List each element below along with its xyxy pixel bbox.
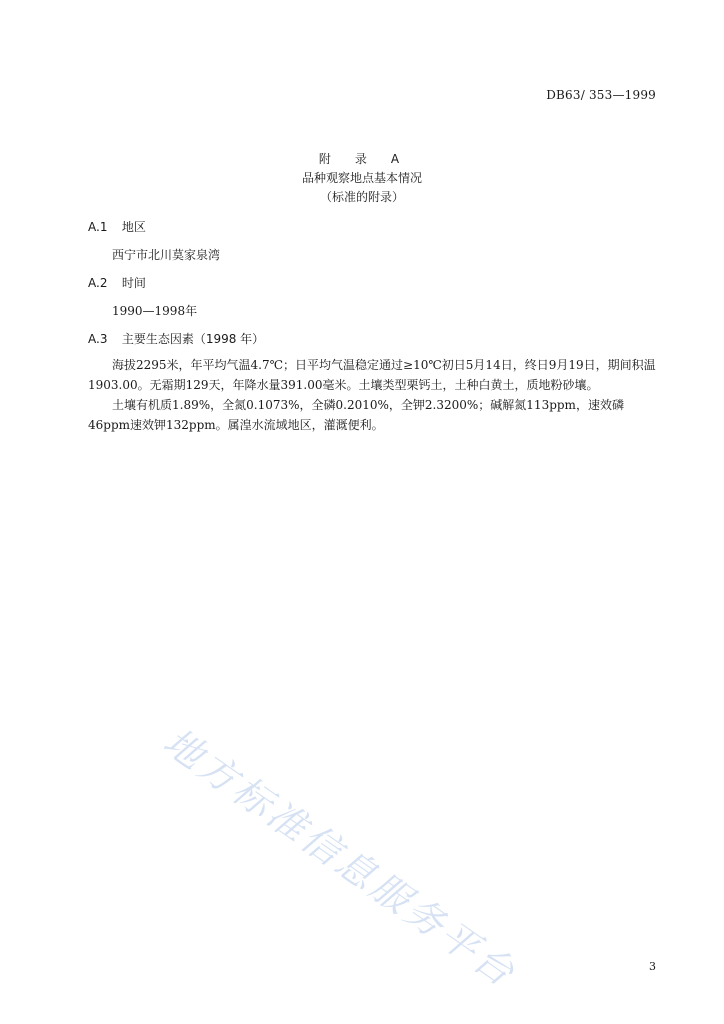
appendix-subtitle: （标准的附录）: [319, 190, 404, 204]
section-heading: [88, 331, 656, 347]
section-body: [88, 355, 656, 435]
appendix-title: 品种观察地点基本情况: [301, 171, 422, 185]
paragraph: 海拔2295米，年平均气温4.7℃；日平均气温稳定通过≥10℃初日5月14日，终日9月19日，期间积温1903.00。无霜期129天，年降水量391.00毫米。土壤类型栗钙土，土种白黄土，质地粉砂壤。: [88, 358, 656, 392]
appendix-label: 附 录 A: [318, 152, 406, 166]
section-title: 主要生态因素（1998 年）: [121, 332, 265, 346]
section-number: A.1: [88, 220, 108, 234]
paragraph: 1990—1998年: [112, 304, 198, 318]
section-body: [88, 245, 656, 265]
section-title: 时间: [121, 276, 146, 290]
paragraph: 西宁市北川莫家泉湾: [112, 248, 221, 262]
section-a2: [88, 275, 656, 321]
section-a3: [88, 331, 656, 435]
appendix-heading: [0, 150, 724, 207]
paragraph: 土壤有机质1.89%，全氮0.1073%，全磷0.2010%，全钾2.3200%；碱解氮113ppm，速效磷46ppm速效钾132ppm。属湟水流域地区，灌溉便利。: [88, 398, 624, 432]
page-number: 3: [649, 960, 656, 973]
section-a1: [88, 219, 656, 265]
section-number: A.2: [88, 276, 108, 290]
section-title: 地区: [121, 220, 146, 234]
watermark-text: 地方标准信息服务平台: [155, 719, 525, 997]
section-heading: [88, 275, 656, 291]
document-code: DB63/ 353—1999: [546, 88, 656, 102]
section-number: A.3: [88, 332, 108, 346]
section-body: [88, 301, 656, 321]
section-heading: [88, 219, 656, 235]
